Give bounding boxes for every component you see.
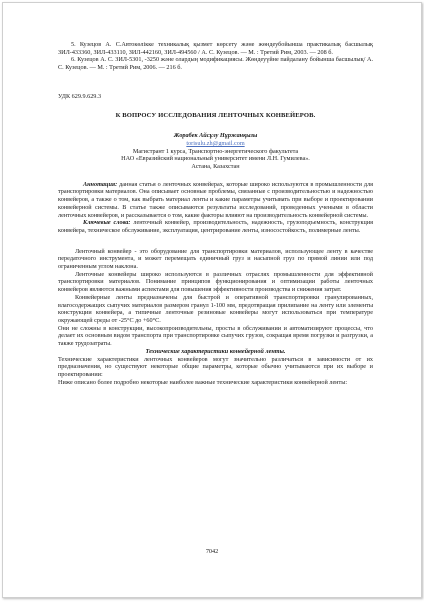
- reference-item: 5. Кузецов А. С.Автокөлікке техникалық қызмет көрсету және жөндеубойынша практикалық басшылық ЗИЛ-433360, ЗИЛ-433110, ЗИЛ-442160, ЗИЛ-494560 / А. С. Кузецов. — М. : Третий Рим, 2003. — 208 б.: [58, 41, 373, 56]
- author-email-link[interactable]: torisulu.zh@gmail.com: [186, 139, 245, 147]
- abstract-label: Аннотация:: [83, 180, 118, 188]
- page-number: 7042: [205, 548, 219, 555]
- body-paragraph: Конвейерные ленты предназначены для быстрой и оперативной транспортировки гранулированных, влагосодержащих сыпучих материалов размером гранул 1-100 мм, предотвращая прилипание на ленту или элементы конструкции конвейера, а типичные ленточные резиновые конвейеры могут использоваться при температуре окружающей среды от -25°С до +60°С.: [58, 293, 373, 324]
- author-organization: НАО «Евразийский национальный университет имени Л.Н. Гумилева».: [121, 155, 310, 163]
- keywords-label: Ключевые слова:: [83, 219, 131, 227]
- body-paragraph: Ленточные конвейеры широко используются в различных отраслях промышленности для эффективной транспортировки материалов. Понимание принципов функционирования и оптимизации работы ленточных конвейеров являются важными аспектами для повышения эффективности производства и снижения затрат.: [58, 270, 373, 294]
- author-name: Жорабек Айсұлу Нұржанқызы: [173, 132, 258, 140]
- author-location: Астана, Казахстан: [191, 163, 240, 171]
- document-page: [2, 2, 422, 598]
- keywords-text: ленточный конвейер, производительность, надежность, грузоподъемность, конструкция конвейера, техническое обслуживание, эксплуатация, центрирование ленты, износостойкость, полимерные ленты.: [58, 219, 373, 234]
- body-paragraph: Технические характеристики ленточных конвейеров могут значительно различаться в зависимости от их предназначения, но существуют некоторые общие параметры, которые обычно учитываются при их выборе и проектировании:: [58, 355, 373, 378]
- abstract-text: данная статья о ленточных конвейерах, которые широко используются в промышленности для транспортировки материалов. Она описывает основные проблемы, связанные с производительностью и надежностью конвейеров, а также о том, как выбрать материал ленты и какие параметры учитывать при выборе и проектировании конвейерной системы. В статье также описываются результаты исследований, проведенных учеными в области ленточных конвейеров, и рассказывается о том, какие факторы влияют на производительность конвейерной системы.: [58, 180, 373, 219]
- author-email-line: [58, 140, 373, 148]
- article-title: К ВОПРОСУ ИССЛЕДОВАНИЯ ЛЕНТОЧНЫХ КОНВЕЙЕРОВ.: [115, 111, 316, 119]
- article-body: [58, 248, 373, 387]
- page-content: [58, 41, 373, 386]
- keywords: [58, 219, 373, 234]
- body-paragraph: Ниже описано более подробно некоторые наиболее важные технические характеристики конвейерной ленты:: [58, 378, 348, 386]
- reference-list: [58, 41, 373, 72]
- author-position: Магистрант 1 курса, Транспортно-энергетического факультета: [132, 147, 299, 155]
- udc-code: УДК 629.9.629.3: [58, 92, 102, 100]
- body-paragraph: Они не сложны в конструкции, высокопроизводительны, просты в обслуживании и автоматизируют процессы, что делает их основным видом транспорта при транспортировке сыпучих грузов, сокращая время погрузки и разгрузки, а также трудозатраты.: [58, 324, 373, 348]
- reference-item: 6. Кузецов А. С. ЗИЛ-5301, -3250 және олардың модификациясы. Жөндеуүйне пайдалану бойынша басшылық/ А. С. Кузецов. — М. : Третий Рим, 2006. — 216 б.: [58, 56, 373, 72]
- abstract: [58, 181, 373, 220]
- body-paragraph: Ленточный конвейер - это оборудование для транспортировки материалов, использующее ленту в качестве передаточного инструмента, и может перемещать единичный груз и насыпной груз по прямой линии или под ограниченным углом наклона.: [58, 247, 373, 271]
- section-heading: Технические характеристики конвейерной ленты.: [145, 347, 286, 355]
- author-block: [58, 132, 373, 171]
